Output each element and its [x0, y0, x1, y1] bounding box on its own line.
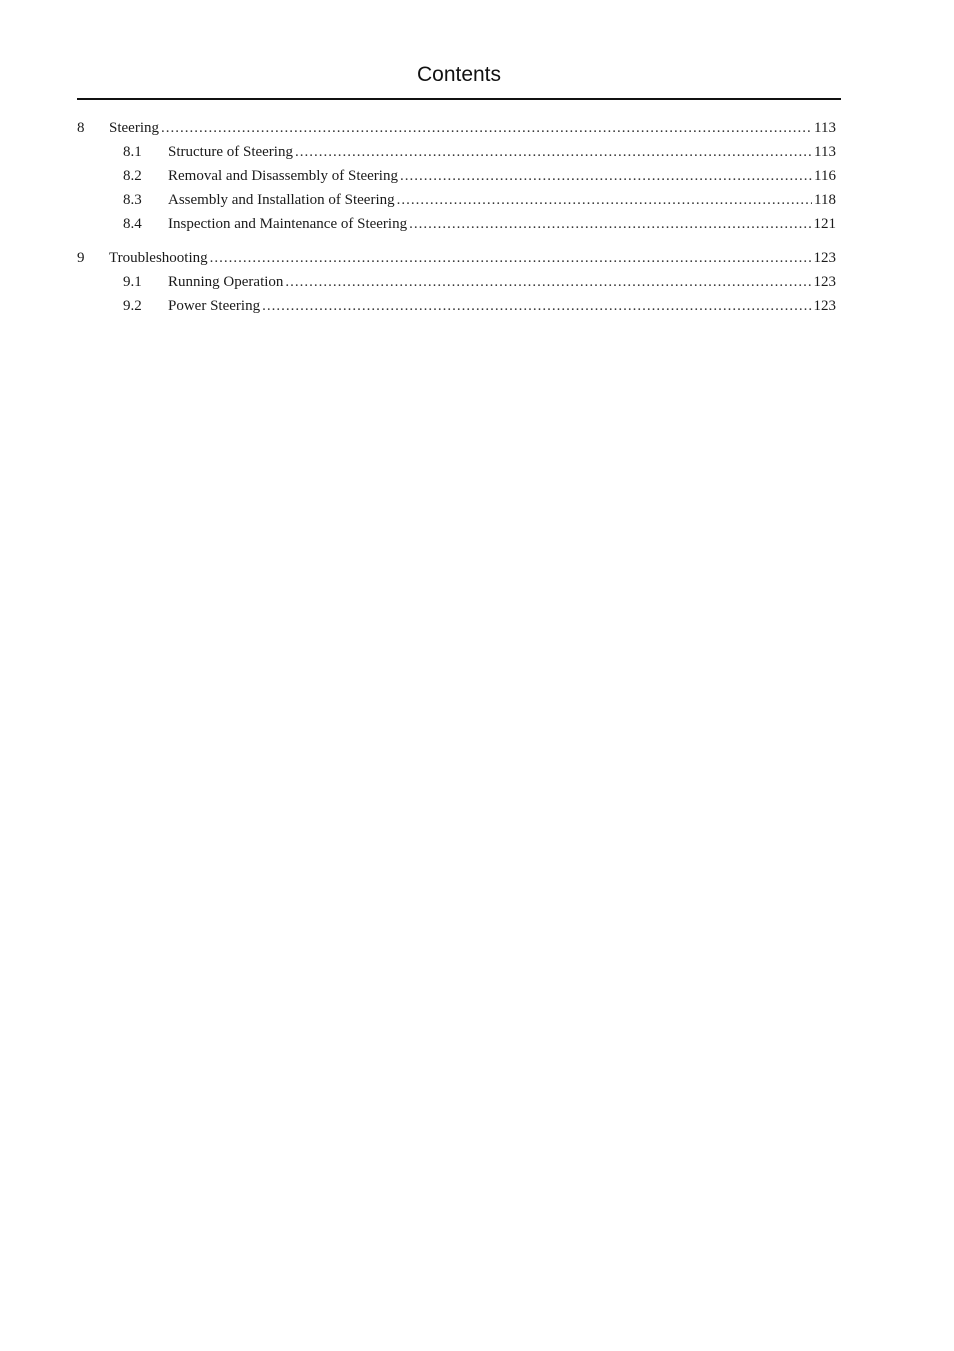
toc-number: 9.1 — [123, 274, 142, 290]
toc-dot-leader — [161, 116, 812, 140]
toc-dot-leader — [400, 164, 812, 188]
toc-entry-chapter-9[interactable] — [77, 246, 836, 270]
toc-page-number: 121 — [813, 216, 836, 232]
toc-number: 9.2 — [123, 298, 142, 314]
toc-page-number: 113 — [814, 144, 836, 160]
toc-page-number: 113 — [814, 120, 836, 136]
toc-title[interactable]: Power Steering — [168, 298, 261, 314]
toc-title[interactable]: Troubleshooting — [109, 250, 208, 266]
toc-entry-section-8-4[interactable] — [77, 212, 836, 236]
toc-body — [168, 294, 836, 318]
toc-title[interactable]: Removal and Disassembly of Steering — [168, 168, 398, 184]
toc-number: 8.4 — [123, 216, 142, 232]
toc-entry-section-9-2[interactable] — [77, 294, 836, 318]
toc-body — [168, 164, 836, 188]
toc-entry-section-8-3[interactable] — [77, 188, 836, 212]
toc-number: 8 — [77, 120, 85, 136]
toc-title[interactable]: Inspection and Maintenance of Steering — [168, 216, 408, 232]
toc-title[interactable]: Assembly and Installation of Steering — [168, 192, 395, 208]
toc-number: 9 — [77, 250, 85, 266]
toc-entry-section-8-2[interactable] — [77, 164, 836, 188]
toc-entry-section-9-1[interactable] — [77, 270, 836, 294]
toc-entry-chapter-8[interactable] — [77, 116, 836, 140]
title-rule — [77, 98, 841, 100]
toc-page-number: 118 — [814, 192, 836, 208]
toc-entry-section-8-1[interactable] — [77, 140, 836, 164]
toc-title[interactable]: Running Operation — [168, 274, 284, 290]
toc-body — [109, 116, 836, 140]
toc-page-number: 116 — [814, 168, 836, 184]
toc-body — [168, 188, 836, 212]
toc-title[interactable]: Structure of Steering — [168, 144, 293, 160]
toc-body — [168, 270, 836, 294]
toc-number: 8.3 — [123, 192, 142, 208]
toc-page-number: 123 — [813, 250, 836, 266]
toc-body — [168, 140, 836, 164]
toc-title[interactable]: Steering — [109, 120, 159, 136]
toc-number: 8.1 — [123, 144, 142, 160]
table-of-contents — [77, 116, 836, 318]
toc-dot-leader — [397, 188, 812, 212]
toc-dot-leader — [262, 294, 811, 318]
toc-body — [109, 246, 836, 270]
toc-dot-leader — [285, 270, 811, 294]
page-title: Contents — [416, 63, 502, 86]
toc-dot-leader — [210, 246, 812, 270]
toc-number: 8.2 — [123, 168, 142, 184]
toc-dot-leader — [295, 140, 812, 164]
toc-body — [168, 212, 836, 236]
toc-dot-leader — [409, 212, 811, 236]
toc-page-number: 123 — [813, 274, 836, 290]
toc-page-number: 123 — [813, 298, 836, 314]
